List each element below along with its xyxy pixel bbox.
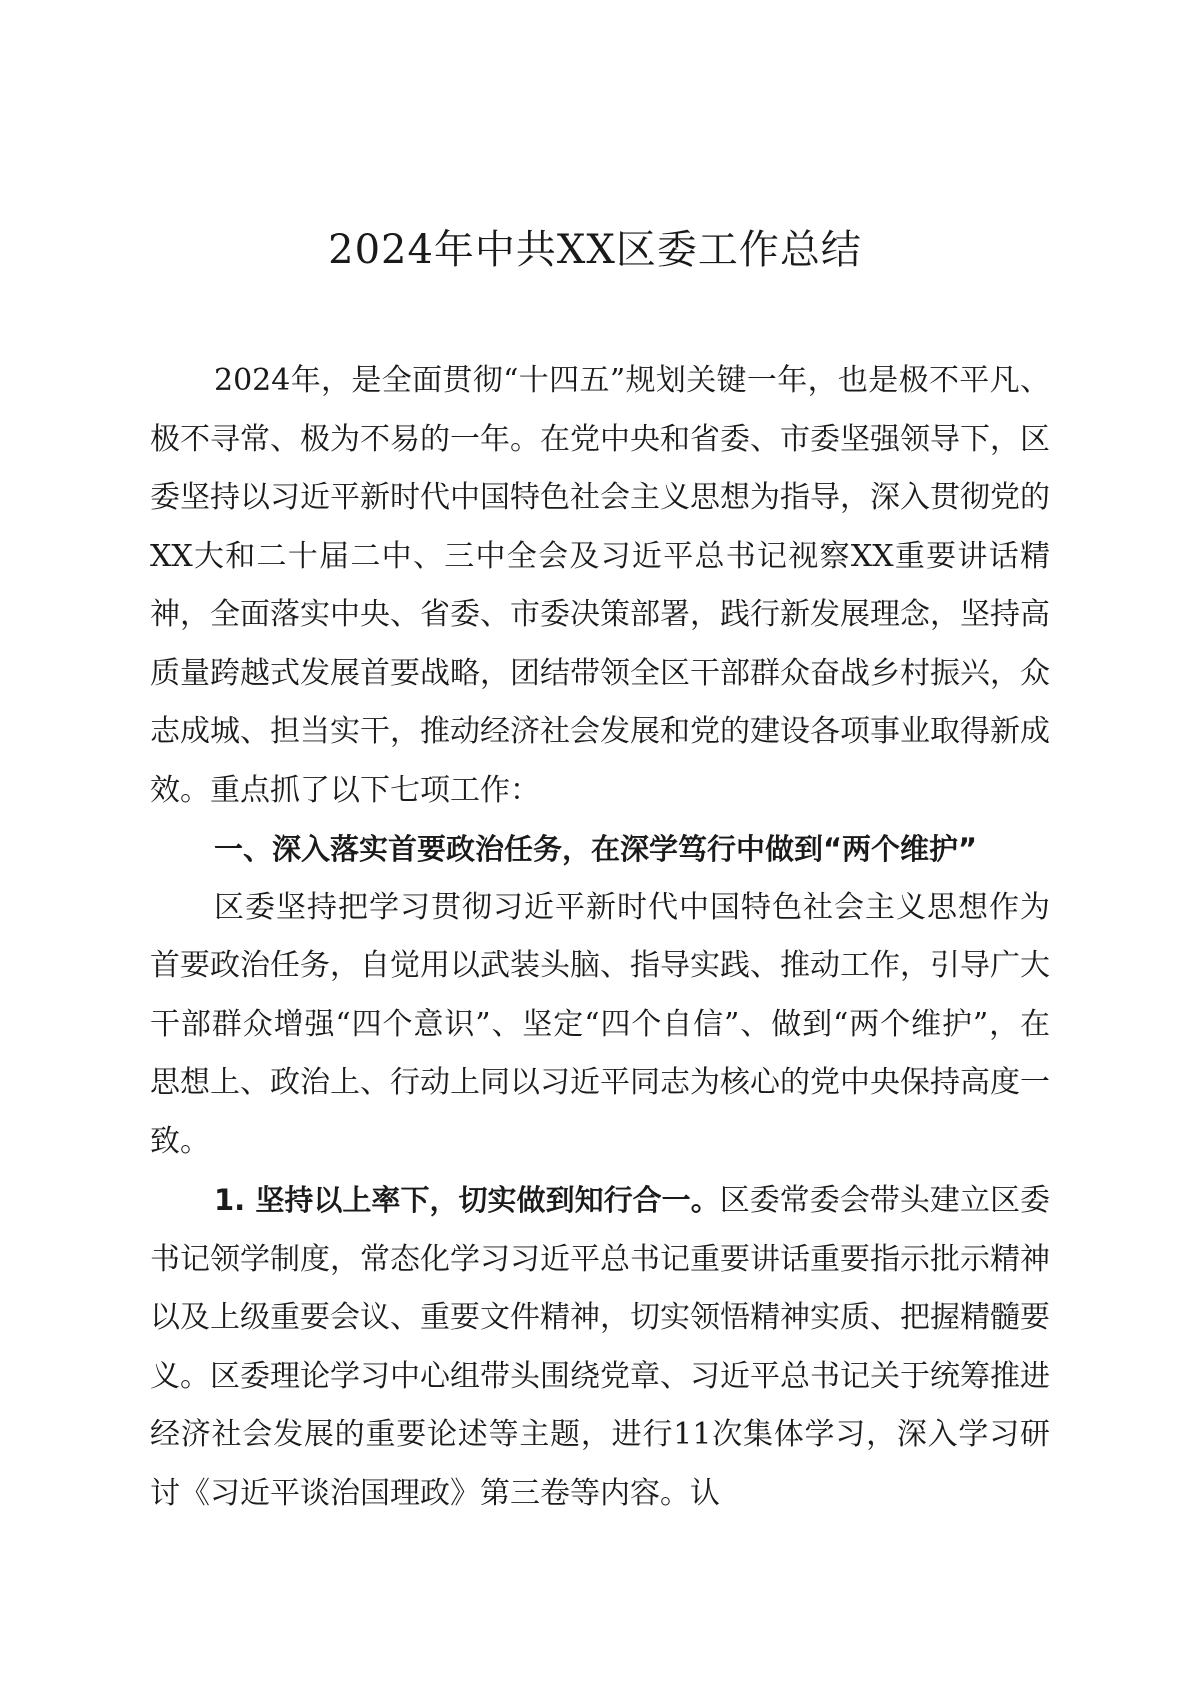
item-text: 区委常委会带头建立区委书记领学制度，常态化学习习近平总书记重要讲话重要指示批示精神以及上级重要会议、重要文件精神，切实领悟精神实质、把握精髓要义。区委理论学习中心组带头围绕党章、习近平总书记关于统筹推进经济社会发展的重要论述等主题，进行11次集体学习，深入学习研讨《习近平谈治国理政》第三卷等内容。认: [150, 1183, 1050, 1511]
section-heading: 一、深入落实首要政治任务，在深学笃行中做到“两个维护”: [214, 832, 978, 866]
item-paragraph: [150, 1171, 1050, 1523]
section-paragraph: 区委坚持把学习贯彻习近平新时代中国特色社会主义思想作为首要政治任务，自觉用以武装头脑、指导实践、推动工作，引导广大干部群众增强“四个意识”、坚定“四个自信”、做到“两个维护”，在思想上、政治上、行动上同以习近平同志为核心的党中央保持高度一致。: [150, 889, 1050, 1159]
document-title: 2024年中共XX区委工作总结: [328, 227, 862, 273]
intro-paragraph: 2024年，是全面贯彻“十四五”规划关键一年，也是极不平凡、极不寻常、极为不易的一年。在党中央和省委、市委坚强领导下，区委坚持以习近平新时代中国特色社会主义思想为指导，深入贯彻党的XX大和二十届二中、三中全会及习近平总书记视察XX重要讲话精神，全面落实中央、省委、市委决策部署，践行新发展理念，坚持高质量跨越式发展首要战略，团结带领全区干部群众奋战乡村振兴，众志成城、担当实干，推动经济社会发展和党的建设各项事业取得新成效。重点抓了以下七项工作：: [150, 363, 1050, 808]
item-lead: 1. 坚持以上率下，切实做到知行合一。: [214, 1183, 720, 1217]
document-body: [150, 352, 1050, 1523]
